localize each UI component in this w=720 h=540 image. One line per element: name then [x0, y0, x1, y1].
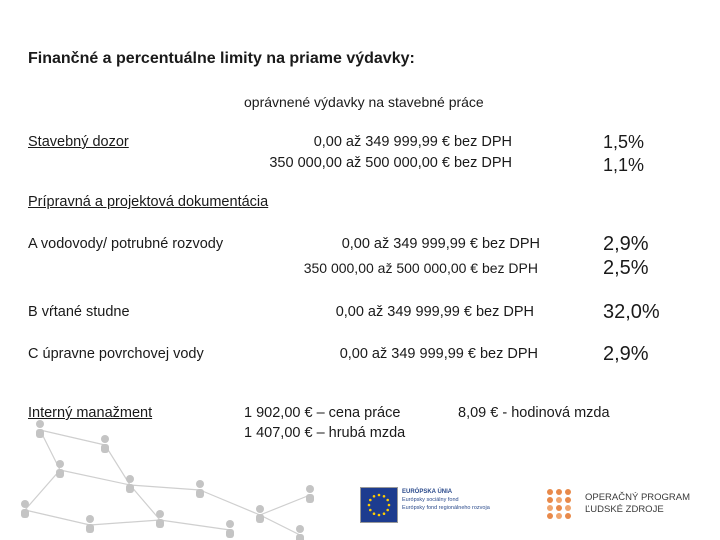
row-a-range1: 0,00 až 349 999,99 € bez DPH — [341, 236, 540, 252]
stavebny-dozor-pct2: 1,1% — [603, 155, 645, 175]
op-dots-icon — [545, 487, 575, 521]
interny-line1: 1 902,00 € – cena práce — [244, 405, 401, 421]
row-a-pct2: 2,5% — [603, 257, 649, 279]
row-c-label: C úpravne povrchovej vody — [28, 346, 204, 362]
stavebny-dozor-label: Stavebný dozor — [28, 134, 129, 150]
op-line2: ĽUDSKÉ ZDROJE — [585, 504, 664, 515]
page-title: Finančné a percentuálne limity na priame výdavky: — [28, 50, 415, 67]
interny-label: Interný manažment — [28, 405, 153, 421]
person-icon — [156, 510, 164, 528]
row-b-label: B vŕtané studne — [28, 304, 130, 320]
person-icon — [296, 525, 304, 540]
stavebny-dozor-range1: 0,00 až 349 999,99 € bez DPH — [313, 134, 512, 150]
eu-line2: Európsky fond regionálneho rozvoja — [402, 505, 490, 511]
row-c-pct1: 2,9% — [603, 343, 649, 365]
person-icon — [196, 480, 204, 498]
person-icon — [56, 460, 64, 478]
eu-heading: EURÓPSKA ÚNIA — [402, 489, 453, 495]
row-c-range1: 0,00 až 349 999,99 € bez DPH — [339, 346, 538, 362]
eu-line1: Európsky sociálny fond — [402, 497, 459, 503]
row-a-pct1: 2,9% — [603, 233, 649, 255]
subtitle: oprávnené výdavky na stavebné práce — [244, 94, 484, 110]
eu-flag-icon — [360, 487, 398, 523]
person-icon — [306, 485, 314, 503]
pripravna-heading: Prípravná a projektová dokumentácia — [28, 194, 269, 210]
eu-logo — [360, 487, 520, 523]
interny-line2: 1 407,00 € – hrubá mzda — [244, 425, 406, 441]
person-icon — [21, 500, 29, 518]
stavebny-dozor-range2: 350 000,00 až 500 000,00 € bez DPH — [269, 155, 512, 171]
person-icon — [36, 420, 44, 438]
interny-hourly: 8,09 € - hodinová mzda — [458, 405, 610, 421]
row-a-label: A vodovody/ potrubné rozvody — [28, 236, 224, 252]
op-logo — [545, 487, 715, 523]
stavebny-dozor-pct1: 1,5% — [603, 132, 645, 152]
row-b-pct1: 32,0% — [603, 301, 660, 323]
op-line1: OPERAČNÝ PROGRAM — [585, 492, 691, 503]
row-b-range1: 0,00 až 349 999,99 € bez DPH — [335, 304, 534, 320]
row-a-range2: 350 000,00 až 500 000,00 € bez DPH — [303, 260, 538, 276]
